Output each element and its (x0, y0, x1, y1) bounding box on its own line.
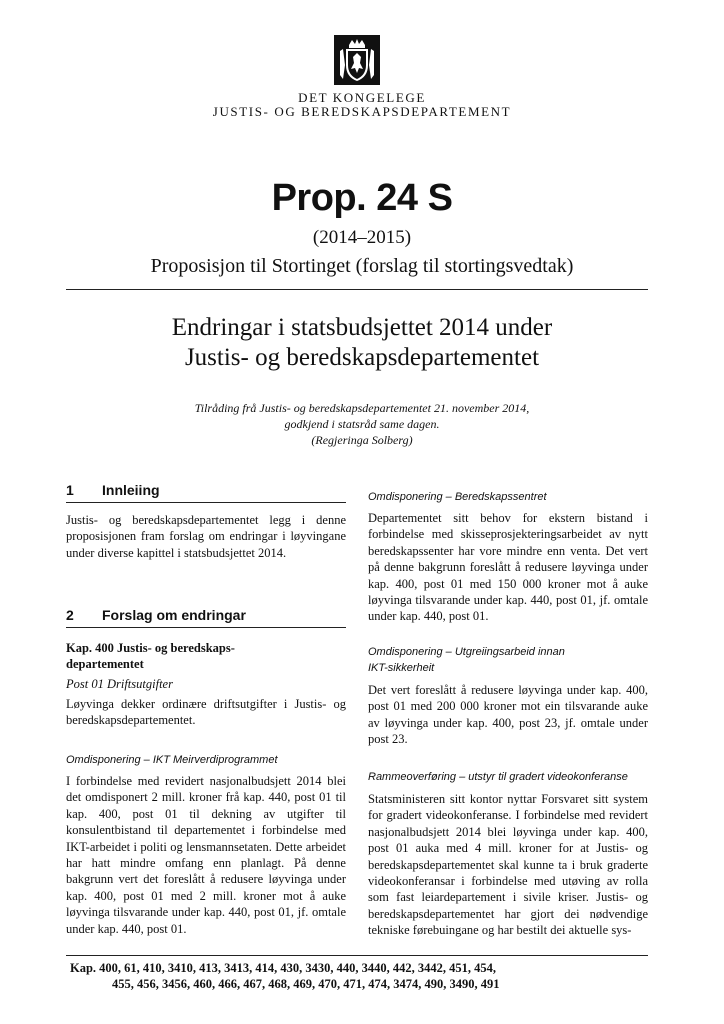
title-divider (66, 289, 648, 290)
chapter-list-line1: Kap. 400, 61, 410, 3410, 413, 3413, 414, 430, 3430, 440, 3440, 442, 3442, 451, 454, (70, 961, 497, 975)
subsection-heading-beredskap: Omdisponering – Beredskapssentret (368, 491, 547, 503)
section-heading-1 (66, 482, 346, 503)
subsection-heading-utgreiing-line1: Omdisponering – Utgreiingsarbeid innan (368, 646, 565, 658)
document-title (0, 313, 724, 373)
chapter-heading-line1: Kap. 400 Justis- og beredskaps- (66, 641, 235, 655)
section1-paragraph: Justis- og beredskapsdepartementet legg i denne proposisjonen fram forslag om endringar i løyvingane under diverse kapittel i statsbudsjettet 2014. (66, 513, 346, 560)
proposition-number: Prop. 24 S (271, 177, 453, 219)
recommendation-note (0, 400, 724, 448)
section-title: Innleiing (102, 482, 160, 498)
recommendation-line1: Tilråding frå Justis- og beredskapsdepartementet 21. november 2014, (194, 401, 530, 415)
proposition-subtitle: Proposisjon til Stortinget (forslag til stortingsvedtak) (150, 255, 574, 277)
chapter-heading (66, 640, 346, 672)
post-paragraph: Løyvinga dekker ordinære driftsutgifter i Justis- og beredskapsdepartementet. (66, 697, 346, 728)
section-title: Forslag om endringar (102, 607, 246, 623)
section-heading-2 (66, 607, 346, 628)
subsection-paragraph-ramme: Statsministeren sitt kontor nyttar Forsvaret sitt system for gradert videokonferanse. I forbindelse med revidert nasjonalbudsjett 2014 blei løyvinga under kap. 400, post 01 auka med 4 mill. kroner for at Justis- og beredskapsdepartementet skal kunne ta i bruk graderte videokonferansar i forbindelse med utøving av rolla som fast leiardepartement i sivile kriser. Justis- og beredskapsdepartementet har gjort dei nødvendige tekniske førebuingane og har bestilt dei aktuelle sys- (368, 792, 648, 938)
ministry-name-line1: DET KONGELEGE (298, 90, 426, 105)
document-title-line1: Endringar i statsbudsjettet 2014 under (171, 314, 553, 341)
chapter-list-line2: 455, 456, 3456, 460, 466, 467, 468, 469, 470, 471, 474, 3474, 490, 3490, 491 (112, 977, 500, 991)
ministry-name-line2: JUSTIS- OG BEREDSKAPSDEPARTEMENT (212, 104, 512, 119)
post-heading: Post 01 Driftsutgifter (66, 677, 173, 691)
subsection-paragraph-ikt: I forbindelse med revidert nasjonalbudsjett 2014 blei det omdisponert 2 mill. kroner frå kap. 440, post 01 til kap. 400, post 01 til dekning av utgifter til konsulentbistand til departementet i forbindelse med IKT-arbeidet i politi og lensmannsetaten. Dette arbeidet har hatt mindre omfang enn planlagt. På denne bakgrunn vert det foreslått å redusere løyvinga under kap. 400, post 01 med 2 mill. kroner mot å auke løyvinga tilsvarande under kap. 440, post 01, jf. omtale under kap. 440, post 01. (66, 774, 346, 936)
subsection-paragraph-utgreiing: Det vert foreslått å redusere løyvinga under kap. 400, post 01 med 200 000 kroner mot ein tilsvarande auke av løyvinga under kap. 400, post 23, jf. omtale under post 23. (368, 683, 648, 747)
session-years: (2014–2015) (312, 227, 412, 248)
royal-coat-of-arms-icon (334, 35, 380, 85)
section-number: 1 (66, 482, 74, 498)
subsection-paragraph-beredskap: Departementet sitt behov for ekstern bistand i forbindelse med skisseprosjekteringsarbeidet av nytt beredskapssenter har vore mindre enn venta. Det vert på denne bakgrunn foreslått å redusere løyvinga under kap. 400, post 01 med 150 000 kroner mot å auke løyvinga tilsvarande under kap. 440, post 01, jf. omtale under kap. 440, post 01. (368, 511, 648, 624)
subsection-heading-ikt: Omdisponering – IKT Meirverdiprogrammet (66, 754, 278, 766)
footer-divider (66, 955, 648, 956)
section-number: 2 (66, 607, 74, 623)
chapter-heading-line2: departementet (66, 657, 144, 671)
recommendation-line2: godkjend i statsråd same dagen. (284, 417, 440, 431)
recommendation-line3: (Regjeringa Solberg) (311, 433, 413, 447)
chapter-list-footer (70, 960, 650, 992)
document-title-line2: Justis- og beredskapsdepartementet (184, 344, 540, 371)
subsection-heading-utgreiing (368, 644, 648, 676)
subsection-heading-utgreiing-line2: IKT-sikkerheit (368, 662, 435, 674)
subsection-heading-ramme: Rammeoverføring – utstyr til gradert videokonferanse (368, 771, 628, 783)
